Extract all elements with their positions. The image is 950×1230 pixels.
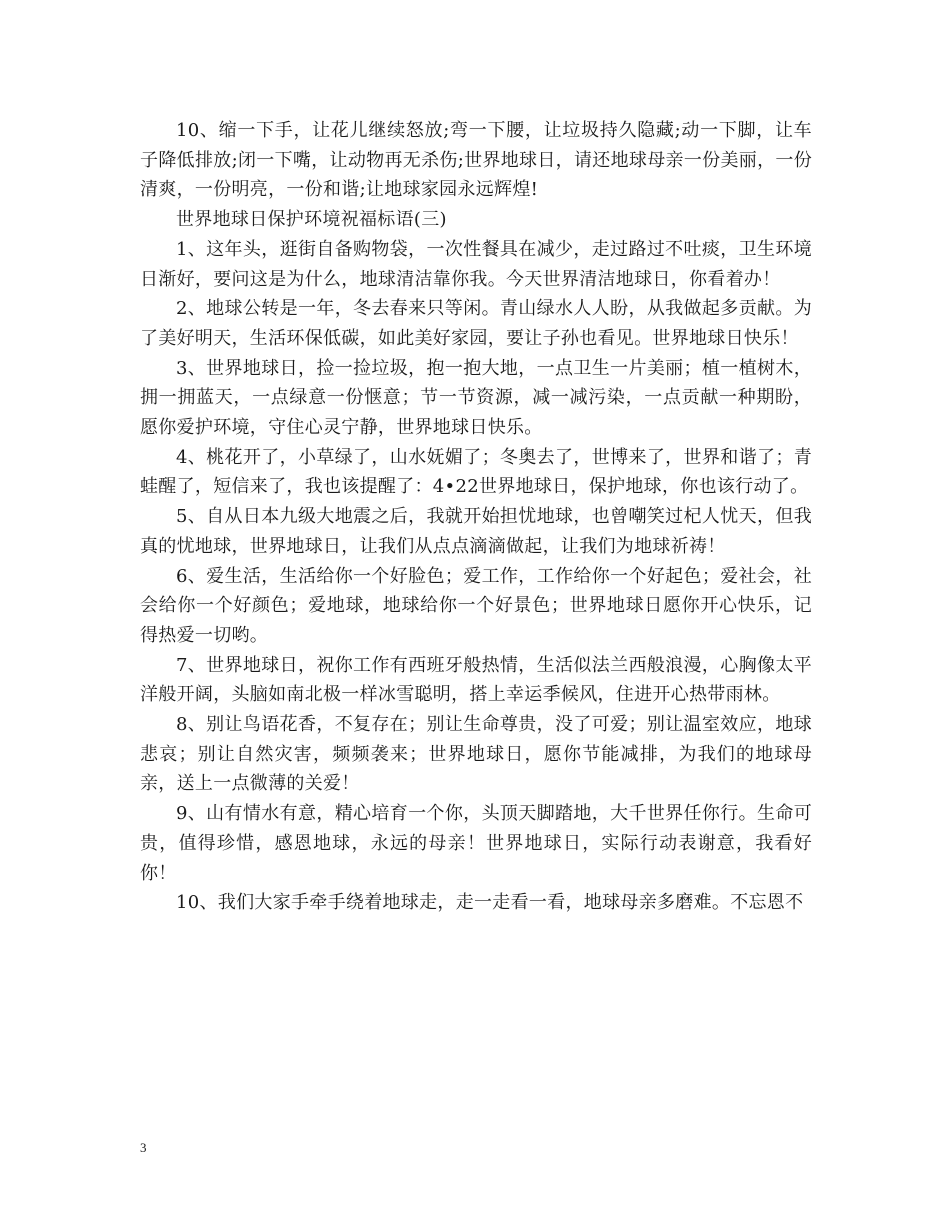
paragraph-item-10: 10、我们大家手牵手绕着地球走，走一走看一看，地球母亲多磨难。不忘恩不 [176,892,804,914]
paragraph-item-2: 2、地球公转是一年，冬去春来只等闲。青山绿水人人盼，从我做起多贡献。为了美好明天，生活环保低碳，如此美好家园，要让子孙也看见。世界地球日快乐！ [140,298,812,349]
paragraph-item-7: 7、世界地球日，祝你工作有西班牙般热情，生活似法兰西般浪漫，心胸像太平洋般开阔，头脑如南北极一样冰雪聪明，搭上幸运季候风，住进开心热带雨林。 [140,654,812,706]
paragraph-item-9: 9、山有情水有意，精心培育一个你，头顶天脚踏地，大千世界任你行。生命可贵，值得珍惜，感恩地球，永远的母亲！世界地球日，实际行动表谢意，我看好你！ [140,803,812,884]
paragraph-item-6: 6、爱生活，生活给你一个好脸色；爱工作，工作给你一个好起色；爱社会，社会给你一个好颜色；爱地球，地球给你一个好景色；世界地球日愿你开心快乐，记得热爱一切哟。 [140,565,812,646]
section-heading: 世界地球日保护环境祝福标语(三) [176,209,447,231]
paragraph-item-10-intro: 10、缩一下手，让花儿继续怒放;弯一下腰，让垃圾持久隐藏;动一下脚，让车子降低排放;闭一下嘴，让动物再无杀伤;世界地球日，请还地球母亲一份美丽，一份清爽，一份明亮，一份和谐;让地球家园永远辉煌! [140,120,812,201]
paragraph-item-3: 3、世界地球日，捡一捡垃圾，抱一抱大地，一点卫生一片美丽；植一植树木，拥一拥蓝天，一点绿意一份惬意；节一节资源，减一减污染，一点贡献一种期盼，愿你爱护环境，守住心灵宁静，世界地球日快乐。 [140,357,812,439]
paragraph-item-8: 8、别让鸟语花香，不复存在；别让生命尊贵，没了可爱；别让温室效应，地球悲哀；别让自然灾害，频频袭来；世界地球日，愿你节能减排，为我们的地球母亲，送上一点微薄的关爱！ [140,714,812,795]
paragraph-item-4: 4、桃花开了，小草绿了，山水妩媚了；冬奥去了，世博来了，世界和谐了；青蛙醒了，短信来了，我也该提醒了：4•22世界地球日，保护地球，你也该行动了。 [140,446,812,498]
paragraph-item-5: 5、自从日本九级大地震之后，我就开始担忧地球，也曾嘲笑过杞人忧天，但我真的忧地球，世界地球日，让我们从点点滴滴做起，让我们为地球祈祷！ [140,506,812,557]
document-body [140,116,812,918]
paragraph-item-1: 1、这年头，逛街自备购物袋，一次性餐具在减少，走过路过不吐痰，卫生环境日渐好，要问这是为什么，地球清洁靠你我。今天世界清洁地球日，你看着办！ [140,238,812,290]
page-number: 3 [140,1140,147,1155]
